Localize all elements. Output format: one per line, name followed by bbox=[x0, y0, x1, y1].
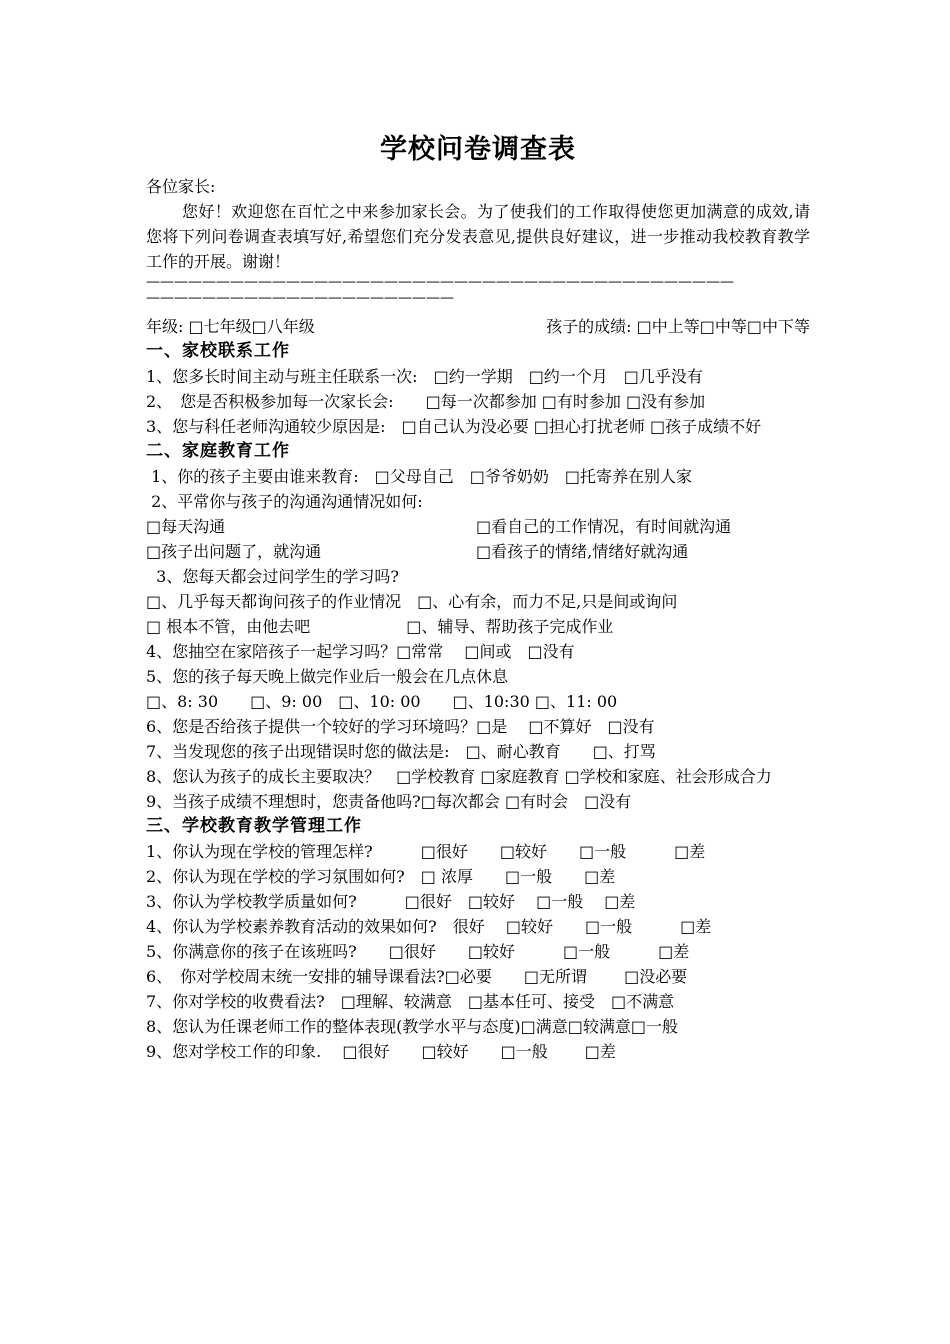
s3-question-4[interactable]: 4、你认为学校素养教育活动的效果如何? 很好 □较好 □一般 □差 bbox=[146, 917, 712, 936]
s3-question-1[interactable]: 1、你认为现在学校的管理怎样? □很好 □较好 □一般 □差 bbox=[146, 842, 706, 861]
s2-q2-option[interactable]: □孩子出问题了，就沟通 bbox=[146, 542, 322, 561]
s2-question-6[interactable]: 6、您是否给孩子提供一个较好的学习环境吗？□是 □不算好 □没有 bbox=[146, 717, 655, 736]
s2-q5-options[interactable]: □、8: 30 □、9: 00 □、10: 00 □、10:30 □、11: 00 bbox=[146, 692, 618, 711]
divider-line-2: —————————————————————— bbox=[146, 290, 454, 306]
s1-question-3[interactable]: 3、您与科任老师沟通较少原因是: □自己认为没必要 □担心打扰老师 □孩子成绩不好 bbox=[146, 417, 762, 436]
section-2-heading: 二、家庭教育工作 bbox=[146, 441, 290, 461]
s2-q3-options-1[interactable]: □、几乎每天都询问孩子的作业情况 □、心有余，而力不足,只是间或询问 bbox=[146, 592, 678, 611]
s3-question-2[interactable]: 2、你认为现在学校的学习氛围如何? □ 浓厚 □一般 □差 bbox=[146, 867, 616, 886]
s2-question-2: 2、平常你与孩子的沟通沟通情况如何: bbox=[146, 492, 423, 511]
s3-question-5[interactable]: 5、你满意你的孩子在该班吗? □很好 □较好 □一般 □差 bbox=[146, 942, 690, 961]
s2-question-9[interactable]: 9、当孩子成绩不理想时，您责备他吗?□每次都会 □有时会 □没有 bbox=[146, 792, 632, 811]
s2-q2-options-row-1 bbox=[146, 514, 810, 539]
s3-question-8[interactable]: 8、您认为任课老师工作的整体表现(教学水平与态度)□满意□较满意□一般 bbox=[146, 1017, 679, 1036]
s2-question-8[interactable]: 8、您认为孩子的成长主要取决？ □学校教育 □家庭教育 □学校和家庭、社会形成合力 bbox=[146, 767, 772, 786]
s3-question-7[interactable]: 7、你对学校的收费看法? □理解、较满意 □基本任可、接受 □不满意 bbox=[146, 992, 675, 1011]
page-title: 学校问卷调查表 bbox=[380, 134, 576, 165]
intro-paragraph: 您好！欢迎您在百忙之中来参加家长会。为了使我们的工作取得使您更加满意的成效,请您将下列问卷调查表填写好,希望您们充分发表意见,提供良好建议，进一步推动我校教育教学工作的开展。谢谢！ bbox=[146, 202, 810, 271]
s2-question-1[interactable]: 1、你的孩子主要由谁来教育: □父母自己 □爷爷奶奶 □托寄养在别人家 bbox=[146, 467, 693, 486]
score-field[interactable]: 孩子的成绩: □中上等□中等□中下等 bbox=[546, 317, 810, 336]
s3-question-9[interactable]: 9、您对学校工作的印象. □很好 □较好 □一般 □差 bbox=[146, 1042, 616, 1061]
s2-q3-options-2[interactable]: □ 根本不管，由他去吧 □、辅导、帮助孩子完成作业 bbox=[146, 617, 614, 636]
s3-question-3[interactable]: 3、你认为学校教学质量如何? □很好 □较好 □一般 □差 bbox=[146, 892, 636, 911]
section-1-heading: 一、家校联系工作 bbox=[146, 341, 290, 361]
s1-question-1[interactable]: 1、您多长时间主动与班主任联系一次: □约一学期 □约一个月 □几乎没有 bbox=[146, 367, 703, 386]
greeting: 各位家长: bbox=[146, 177, 216, 196]
s2-q2-option[interactable]: □每天沟通 bbox=[146, 517, 226, 536]
s2-question-4[interactable]: 4、您抽空在家陪孩子一起学习吗？□常常 □间或 □没有 bbox=[146, 642, 575, 661]
section-3-heading: 三、学校教育教学管理工作 bbox=[146, 816, 362, 836]
grade-field[interactable]: 年级: □七年级□八年级 bbox=[146, 317, 315, 336]
questionnaire-page bbox=[146, 130, 810, 1064]
divider-line-1: —————————————————————————————————————————— bbox=[146, 274, 734, 290]
s1-question-2[interactable]: 2、 您是否积极参加每一次家长会: □每一次都参加 □有时参加 □没有参加 bbox=[146, 392, 706, 411]
s2-question-5: 5、您的孩子每天晚上做完作业后一般会在几点休息 bbox=[146, 667, 509, 686]
s2-q2-option[interactable]: □看自己的工作情况，有时间就沟通 bbox=[476, 517, 732, 536]
grade-score-row bbox=[146, 314, 810, 339]
s2-question-3: 3、您每天都会过问学生的学习吗? bbox=[146, 567, 399, 586]
s2-q2-option[interactable]: □看孩子的情绪,情绪好就沟通 bbox=[476, 542, 689, 561]
s3-question-6[interactable]: 6、 你对学校周末统一安排的辅导课看法?□必要 □无所谓 □没必要 bbox=[146, 967, 688, 986]
s2-question-7[interactable]: 7、当发现您的孩子出现错误时您的做法是: □、耐心教育 □、打骂 bbox=[146, 742, 656, 761]
s2-q2-options-row-2 bbox=[146, 539, 810, 564]
